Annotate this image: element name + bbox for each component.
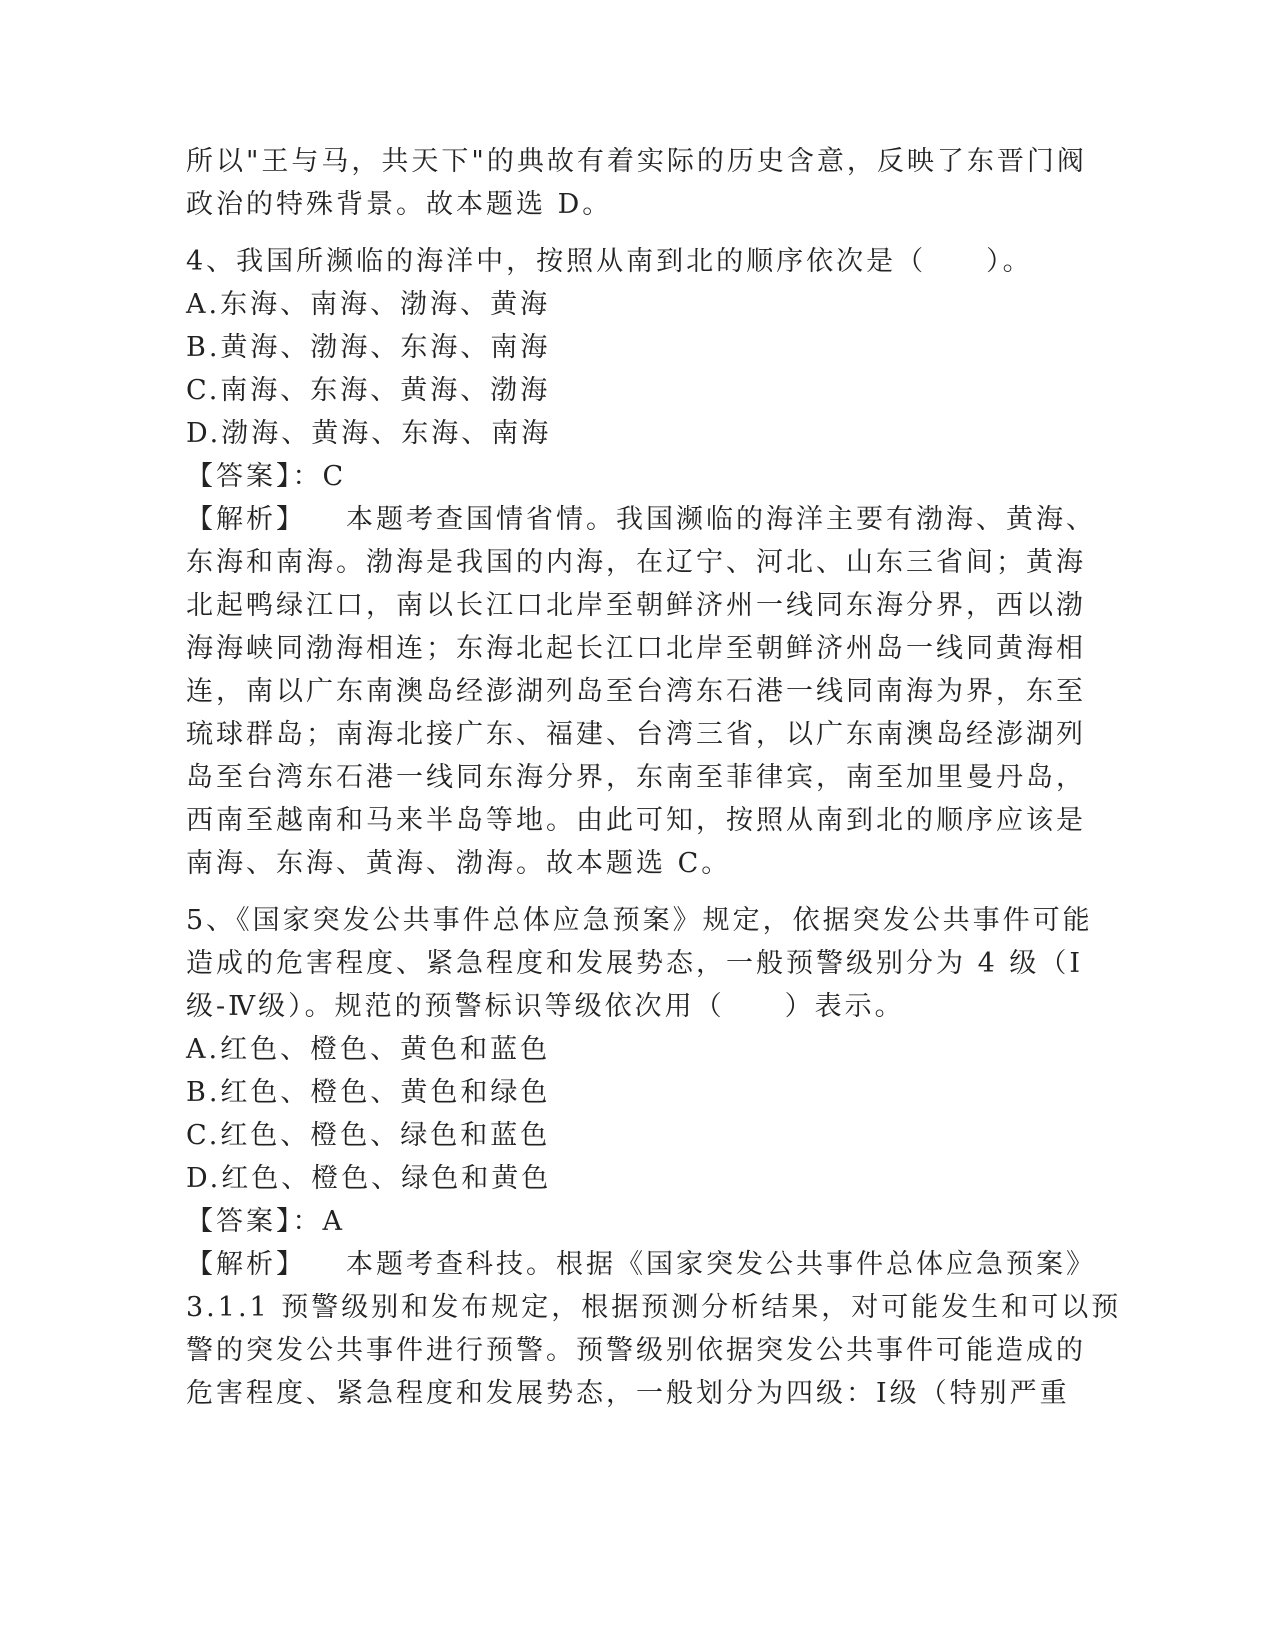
analysis-line: 海海峡同渤海相连；东海北起长江口北岸至朝鲜济州岛一线同黄海相 xyxy=(186,633,1086,664)
analysis-first-line xyxy=(186,1243,1096,1286)
option-a: A.红色、橙色、黄色和蓝色 xyxy=(186,1034,551,1065)
option-d: D.渤海、黄海、东海、南海 xyxy=(186,418,552,449)
analysis-text: 本题考查科技。根据《国家突发公共事件总体应急预案》 xyxy=(346,1249,1096,1280)
analysis-line: 警的突发公共事件进行预警。预警级别依据突发公共事件可能造成的 xyxy=(186,1335,1086,1366)
answer: 【答案】：A xyxy=(186,1206,345,1237)
question-4 xyxy=(186,240,1096,885)
paragraph-line: 所以"王与马，共天下"的典故有着实际的历史含意，反映了东晋门阀 xyxy=(186,146,1087,177)
analysis-line: 琉球群岛；南海北接广东、福建、台湾三省，以广东南澳岛经澎湖列 xyxy=(186,719,1086,750)
analysis-line: 南海、东海、黄海、渤海。故本题选 C。 xyxy=(186,848,732,879)
analysis-line: 西南至越南和马来半岛等地。由此可知，按照从南到北的顺序应该是 xyxy=(186,805,1086,836)
analysis-first-line xyxy=(186,498,1096,541)
document-body xyxy=(186,140,1122,1415)
paragraph-line: 政治的特殊背景。故本题选 D。 xyxy=(186,189,613,220)
analysis-label: 【解析】 xyxy=(186,504,306,535)
option-b: B.黄海、渤海、东海、南海 xyxy=(186,332,551,363)
option-c: C.南海、东海、黄海、渤海 xyxy=(186,375,551,406)
question-5 xyxy=(186,899,1122,1415)
analysis-line: 北起鸭绿江口，南以长江口北岸至朝鲜济州一线同东海分界，西以渤 xyxy=(186,590,1086,621)
prev-question-explanation xyxy=(186,140,1086,226)
analysis-line: 岛至台湾东石港一线同东海分界，东南至菲律宾，南至加里曼丹岛， xyxy=(186,762,1086,793)
analysis-line: 东海和南海。渤海是我国的内海，在辽宁、河北、山东三省间；黄海 xyxy=(186,547,1086,578)
analysis-line: 3.1.1 预警级别和发布规定，根据预测分析结果，对可能发生和可以预 xyxy=(186,1292,1122,1323)
question-stem: 造成的危害程度、紧急程度和发展势态，一般预警级别分为 4 级（Ⅰ xyxy=(186,948,1084,979)
question-stem: 4、我国所濒临的海洋中，按照从南到北的顺序依次是（ ）。 xyxy=(186,246,1033,277)
analysis-label: 【解析】 xyxy=(186,1249,306,1280)
analysis-text: 本题考查国情省情。我国濒临的海洋主要有渤海、黄海、 xyxy=(346,504,1096,535)
answer: 【答案】：C xyxy=(186,461,347,492)
option-b: B.红色、橙色、黄色和绿色 xyxy=(186,1077,551,1108)
question-stem: 5、《国家突发公共事件总体应急预案》规定，依据突发公共事件可能 xyxy=(186,905,1093,936)
analysis-line: 危害程度、紧急程度和发展势态，一般划分为四级：Ⅰ级（特别严重 xyxy=(186,1378,1070,1409)
option-d: D.红色、橙色、绿色和黄色 xyxy=(186,1163,552,1194)
question-stem: 级-Ⅳ级）。规范的预警标识等级依次用（ ）表示。 xyxy=(186,991,905,1022)
option-a: A.东海、南海、渤海、黄海 xyxy=(186,289,551,320)
option-c: C.红色、橙色、绿色和蓝色 xyxy=(186,1120,551,1151)
analysis-line: 连，南以广东南澳岛经澎湖列岛至台湾东石港一线同南海为界，东至 xyxy=(186,676,1086,707)
